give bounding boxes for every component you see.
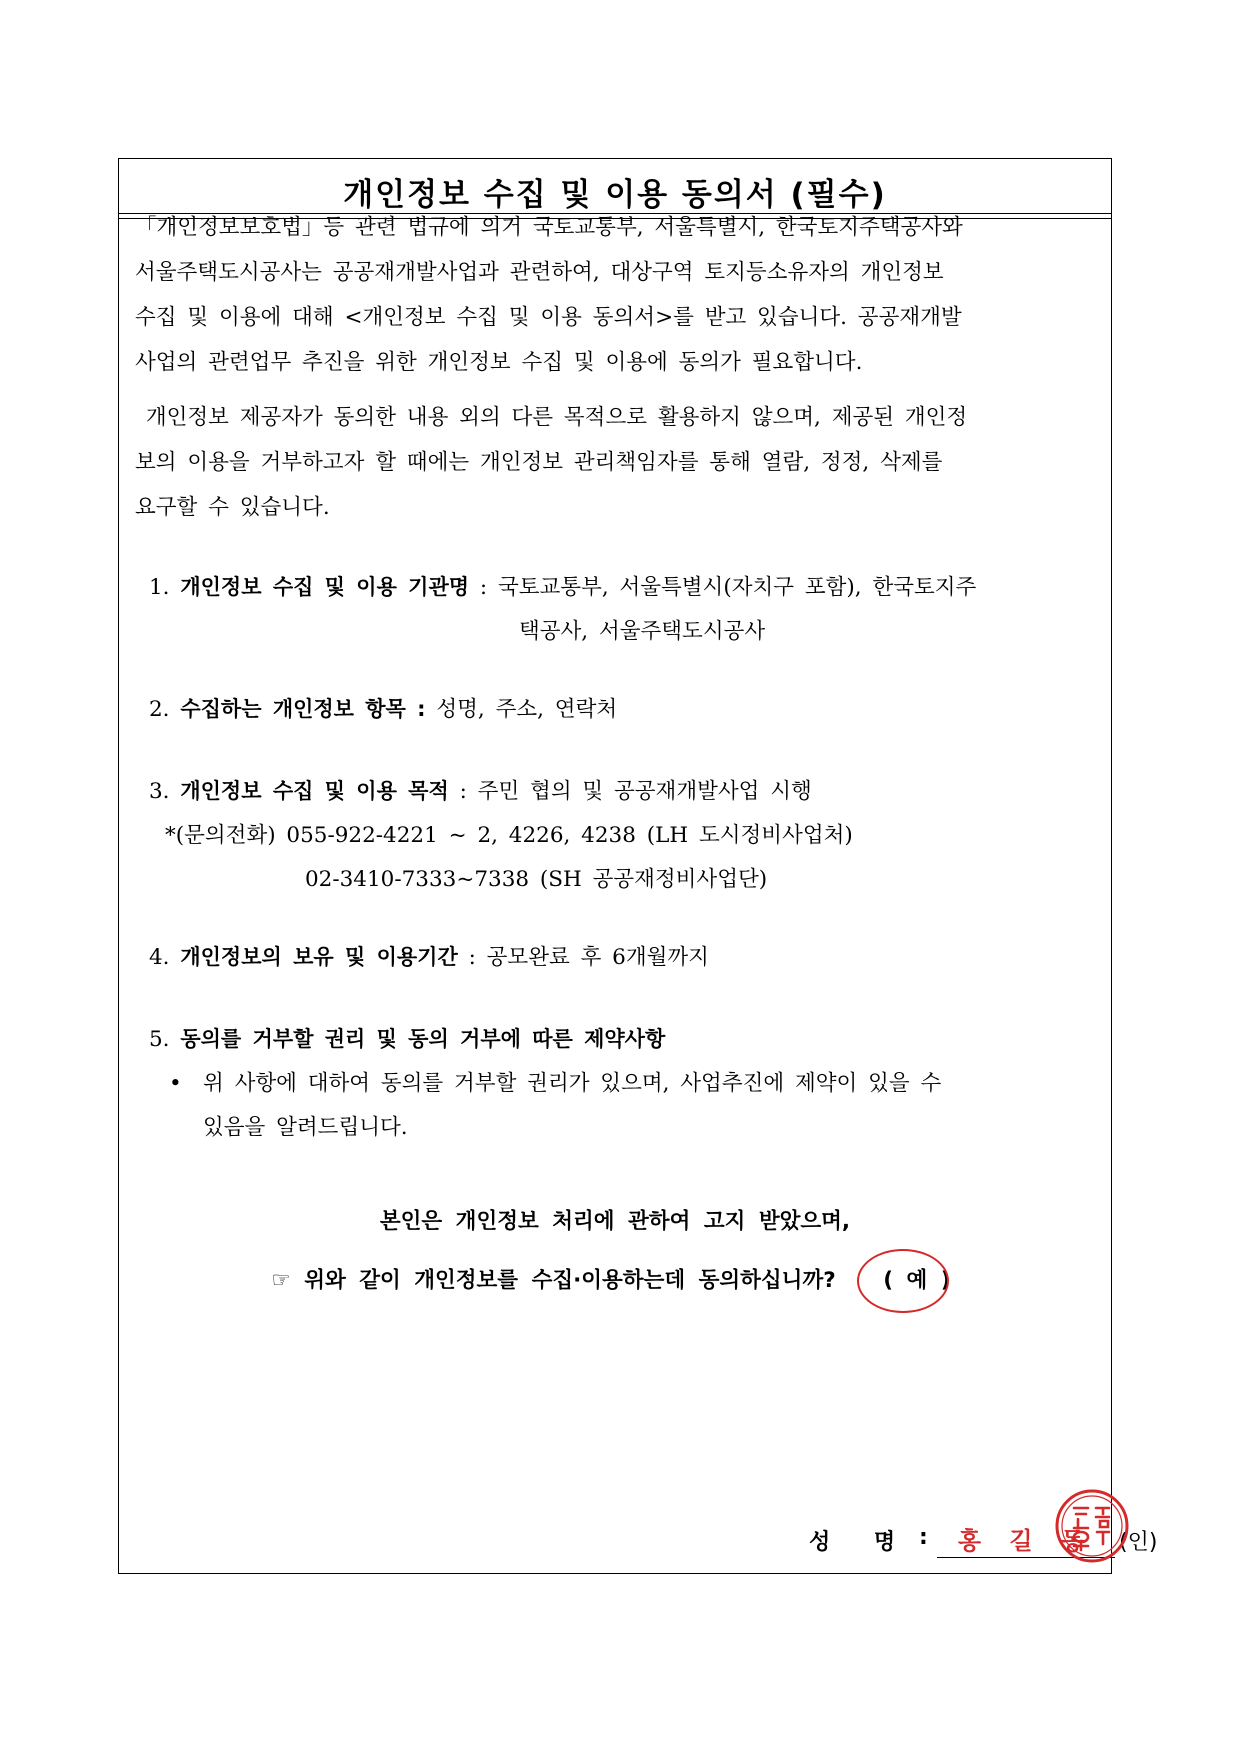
item-separator: : (448, 779, 478, 804)
bullet-dot-icon: • (169, 1071, 182, 1096)
answer-circle-mark (857, 1249, 949, 1313)
item-4 (149, 935, 709, 980)
signature-row (119, 1513, 1158, 1573)
item-label: 동의를 거부할 권리 및 동의 거부에 따른 제약사항 (180, 1027, 666, 1051)
item-5 (149, 1017, 665, 1062)
bullet-text: 위 사항에 대하여 동의를 거부할 권리가 있으며, 사업추진에 제약이 있을 수 (203, 1071, 942, 1096)
item-value: 공모완료 후 6개월까지 (486, 945, 709, 970)
pointing-hand-icon: ☞ (271, 1268, 291, 1293)
item-5-bullet-line (169, 1061, 941, 1106)
intro-paragraph (135, 205, 1095, 385)
consent-question-row (119, 1263, 1111, 1294)
item-separator: : (457, 945, 487, 970)
signature-name-field[interactable]: 홍 길 동 (937, 1521, 1115, 1558)
item-label: 개인정보의 보유 및 이용기간 (180, 945, 458, 969)
consent-answer-text: ( 예 ) (883, 1268, 951, 1293)
item-value: 국토교통부, 서울특별시(자치구 포함), 한국토지주 (497, 575, 977, 600)
item-5-bullet-continuation: 있음을 알려드립니다. (203, 1115, 408, 1140)
contact-line-lh: *(문의전화) 055-922-4221 ~ 2, 4226, 4238 (LH 도시정비사업처) (165, 823, 853, 848)
notice-line: 개인정보 제공자가 동의한 내용 외의 다른 목적으로 활용하지 않으며, 제공된 개인정 (135, 405, 968, 430)
notice-line: 보의 이용을 거부하고자 할 때에는 개인정보 관리책임자를 통해 열람, 정정, 삭제를 (135, 450, 943, 475)
contact-line-sh: 02-3410-7333~7338 (SH 공공재정비사업단) (305, 867, 768, 892)
signature-label: 성 명 (809, 1530, 896, 1555)
item-value: 성명, 주소, 연락처 (425, 697, 618, 722)
item-value: 주민 협의 및 공공재개발사업 시행 (477, 779, 812, 804)
consent-question: 위와 같이 개인정보를 수집·이용하는데 동의하십니까? (304, 1268, 836, 1293)
item-number: 2. (149, 697, 170, 722)
item-number: 4. (149, 945, 170, 970)
signature-colon: : (919, 1525, 928, 1550)
consent-answer[interactable] (875, 1263, 958, 1294)
intro-line: 「개인정보보호법」등 관련 법규에 의거 국토교통부, 서울특별시, 한국토지주택공사와 (135, 215, 963, 240)
seal-suffix: (인) (1119, 1530, 1158, 1555)
page-title: 개인정보 수집 및 이용 동의서 (필수) (343, 177, 887, 213)
notice-line: 요구할 수 있습니다. (135, 495, 330, 520)
item-number: 5. (149, 1027, 170, 1052)
item-separator: : (469, 575, 498, 600)
item-1 (149, 565, 976, 610)
item-number: 1. (149, 575, 170, 600)
item-label: 개인정보 수집 및 이용 목적 (180, 779, 449, 803)
notice-paragraph (135, 395, 1095, 530)
seal-stamp-icon (1054, 1488, 1130, 1564)
consent-form (118, 158, 1158, 1574)
intro-line: 수집 및 이용에 대해 <개인정보 수집 및 이용 동의서>를 받고 있습니다. 공공재개발 (135, 305, 962, 330)
intro-line: 사업의 관련업무 추진을 위한 개인정보 수집 및 이용에 동의가 필요합니다. (135, 350, 863, 375)
intro-line: 서울주택도시공사는 공공재개발사업과 관련하여, 대상구역 토지등소유자의 개인정보 (135, 260, 944, 285)
item-1-continuation: 택공사, 서울주택도시공사 (519, 619, 766, 644)
consent-statement: 본인은 개인정보 처리에 관하여 고지 받았으며, (379, 1209, 851, 1234)
item-3 (149, 769, 812, 814)
item-2 (149, 687, 617, 732)
item-number: 3. (149, 779, 170, 804)
item-label: 개인정보 수집 및 이용 기관명 (180, 575, 470, 599)
item-label: 수집하는 개인정보 항목 : (180, 697, 426, 721)
